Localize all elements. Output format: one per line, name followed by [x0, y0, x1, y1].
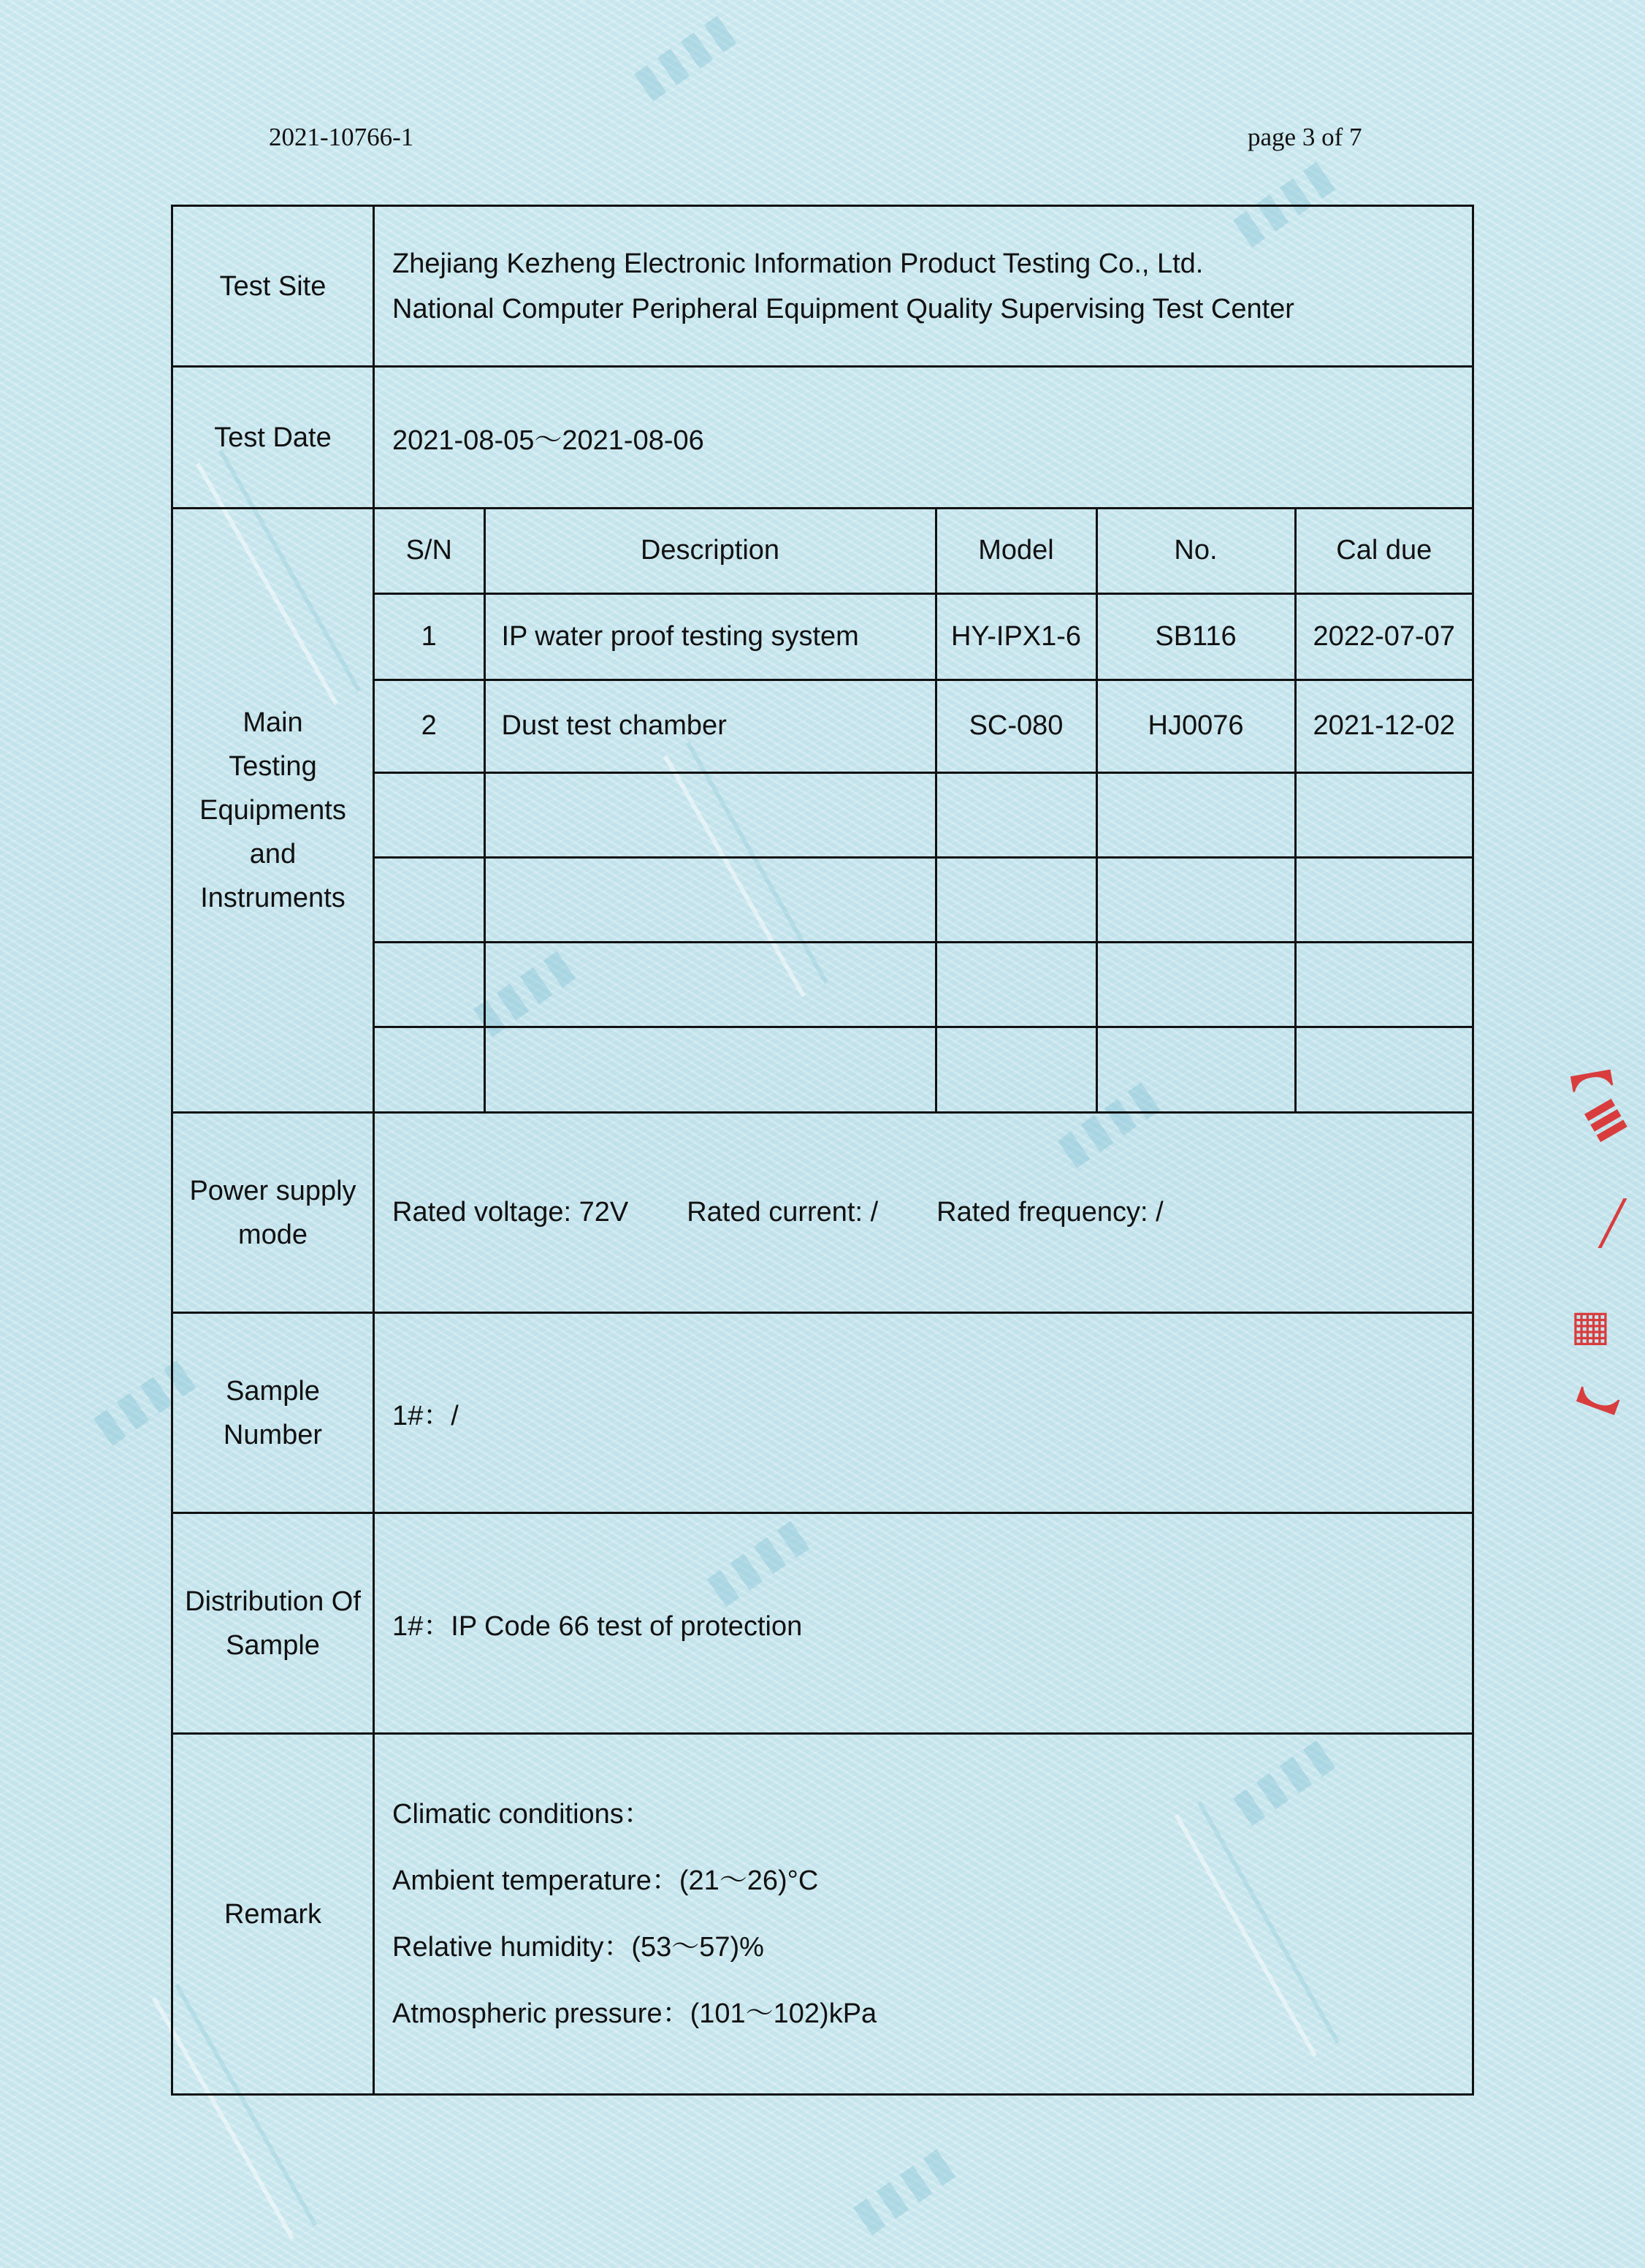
cell-cal-due: 2022-07-07: [1295, 593, 1472, 680]
header-sn: S/N: [375, 509, 484, 593]
rated-voltage: Rated voltage: 72V: [392, 1197, 629, 1228]
equipment-header-row: [375, 509, 1472, 593]
test-site-line-1: Zhejiang Kezheng Electronic Information Product Testing Co., Ltd.: [392, 248, 1204, 279]
equipment-label-line: Equipments: [199, 795, 346, 826]
remark-value: [374, 1734, 1473, 2095]
cell-description: [484, 942, 936, 1027]
power-supply-label: [172, 1113, 374, 1313]
cell-sn: 2: [375, 680, 484, 772]
table-row: [375, 680, 1472, 772]
distribution-value: 1#：IP Code 66 test of protection: [374, 1513, 1473, 1734]
watermark-logo: ▮▮▮▮: [1223, 147, 1346, 255]
cell-model: HY-IPX1-6: [936, 593, 1096, 680]
cell-cal-due: [1295, 772, 1472, 857]
cell-model: SC-080: [936, 680, 1096, 772]
sample-number-label-line: Sample: [226, 1375, 320, 1407]
equipment-label-line: Instruments: [200, 883, 346, 913]
rated-current: Rated current: /: [687, 1197, 879, 1228]
cell-description: [484, 772, 936, 857]
cell-no: SB116: [1096, 593, 1295, 680]
rated-frequency: Rated frequency: /: [936, 1197, 1164, 1228]
report-number: 2021-10766-1: [269, 123, 414, 151]
equipment-label-line: Testing: [229, 751, 317, 782]
test-date-label: Test Date: [172, 367, 374, 509]
cell-cal-due: 2021-12-02: [1295, 680, 1472, 772]
test-site-label: Test Site: [172, 206, 374, 367]
cell-sn: [375, 1027, 484, 1111]
equipment-label-line: and: [249, 839, 297, 869]
test-date-value: 2021-08-05～2021-08-06: [374, 367, 1473, 509]
cell-model: [936, 857, 1096, 942]
cell-no: [1096, 772, 1295, 857]
header-model: Model: [936, 509, 1096, 593]
test-site-value: [374, 206, 1473, 367]
cell-cal-due: [1295, 1027, 1472, 1111]
cell-model: [936, 942, 1096, 1027]
cell-cal-due: [1295, 942, 1472, 1027]
watermark-logo: ▮▮▮▮: [463, 936, 587, 1044]
seal-stamp: 【 Ⅲ ╱ ▦ 【: [1560, 1043, 1637, 1442]
power-supply-label-line: Power supply: [189, 1175, 356, 1206]
cell-no: HJ0076: [1096, 680, 1295, 772]
cell-model: [936, 772, 1096, 857]
cell-model: [936, 1027, 1096, 1111]
table-row: [375, 593, 1472, 680]
cell-sn: [375, 942, 484, 1027]
test-site-row: [172, 206, 1473, 367]
power-supply-value: [374, 1113, 1473, 1313]
power-supply-row: [172, 1113, 1473, 1313]
cell-cal-due: [1295, 857, 1472, 942]
watermark-logo: ▮▮▮▮: [1047, 1068, 1171, 1176]
test-site-line-2: National Computer Peripheral Equipment Quality Supervising Test Center: [392, 293, 1294, 324]
remark-label: Remark: [172, 1734, 374, 2095]
header-cal-due: Cal due: [1295, 509, 1472, 593]
watermark-logo: ▮▮▮▮: [843, 2134, 966, 2242]
cell-description: Dust test chamber: [484, 680, 936, 772]
cell-sn: [375, 857, 484, 942]
remark-line: Relative humidity：(53～57)%: [392, 1931, 764, 1963]
sample-number-row: [172, 1313, 1473, 1513]
watermark-logo: ▮▮▮▮: [624, 1, 747, 109]
cell-description: [484, 1027, 936, 1111]
remark-line: Ambient temperature：(21～26)°C: [392, 1865, 819, 1896]
watermark-logo: ▮▮▮▮: [83, 1345, 207, 1453]
equipment-list-cell: [374, 509, 1473, 1113]
sample-number-label-line: Number: [223, 1419, 323, 1450]
test-date-row: [172, 367, 1473, 509]
table-row: [375, 857, 1472, 942]
table-row: [375, 942, 1472, 1027]
header-no: No.: [1096, 509, 1295, 593]
cell-no: [1096, 857, 1295, 942]
distribution-label-line: Distribution Of: [185, 1586, 361, 1617]
equipment-label: [172, 509, 374, 1113]
page-number: page 3 of 7: [1248, 123, 1362, 151]
cell-sn: [375, 772, 484, 857]
distribution-label-line: Sample: [226, 1629, 320, 1661]
watermark-logo: ▮▮▮▮: [1223, 1725, 1346, 1833]
power-supply-label-line: mode: [237, 1219, 308, 1250]
cell-description: [484, 857, 936, 942]
distribution-label: [172, 1513, 374, 1734]
remark-line: Climatic conditions：: [392, 1798, 652, 1830]
table-row: [375, 772, 1472, 857]
distribution-row: [172, 1513, 1473, 1734]
equipment-table: [375, 509, 1472, 1111]
test-info-table: [171, 205, 1474, 2096]
sample-number-label: [172, 1313, 374, 1513]
watermark-logo: ▮▮▮▮: [697, 1506, 820, 1614]
equipment-label-line: Main: [243, 707, 303, 738]
table-row: [375, 1027, 1472, 1111]
equipment-row: [172, 509, 1473, 1113]
cell-description: IP water proof testing system: [484, 593, 936, 680]
sample-number-value: 1#：/: [374, 1313, 1473, 1513]
cell-sn: 1: [375, 593, 484, 680]
cell-no: [1096, 1027, 1295, 1111]
remark-row: [172, 1734, 1473, 2095]
cell-no: [1096, 942, 1295, 1027]
header-description: Description: [484, 509, 936, 593]
remark-line: Atmospheric pressure：(101～102)kPa: [392, 1998, 877, 2029]
